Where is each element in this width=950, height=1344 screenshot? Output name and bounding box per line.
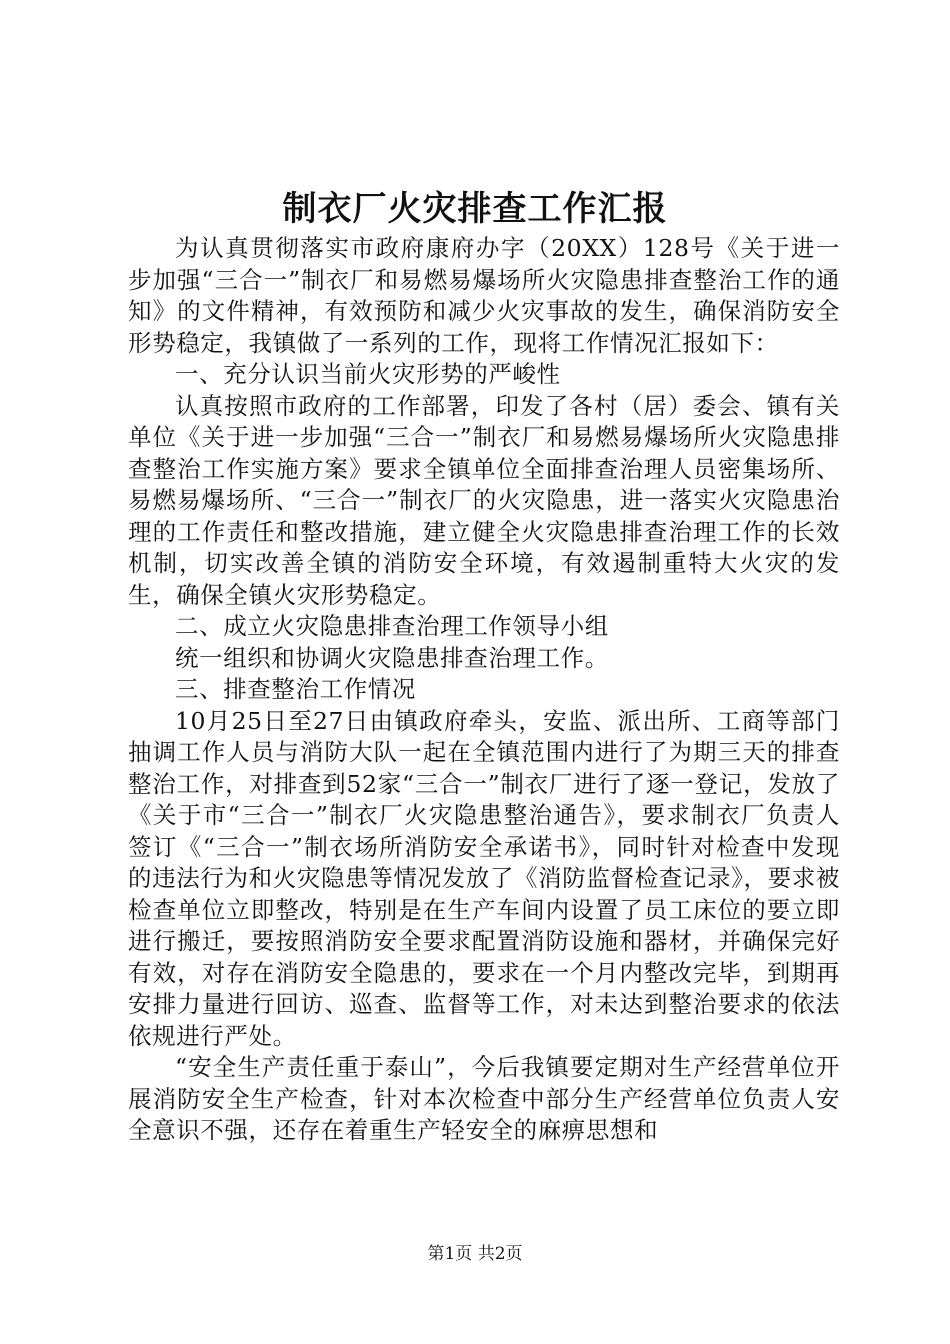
section-3-paragraph: 10月25日至27日由镇政府牵头，安监、派出所、工商等部门抽调工作人员与消防大队一起在全镇范围内进行了为期三天的排查整治工作，对排查到52家“三合一”制衣厂进行了逐一登记，发放了《关于市“三合一”制衣厂火灾隐患整治通告》，要求制衣厂负责人签订《“三合一”制衣场所消防安全承诺书》，同时针对检查中发现的违法行为和火灾隐患等情况发放了《消防监督检查记录》，要求被检查单位立即整改，特别是在生产车间内设置了员工床位的要立即进行搬迁，要按照消防安全要求配置消防设施和器材，并确保完好有效，对存在消防安全隐患的，要求在一个月内整改完毕，到期再安排力量进行回访、巡查、监督等工作，对未达到整治要求的依法依规进行严处。 [128,706,840,1050]
section-heading-2: 二、成立火灾隐患排查治理工作领导小组 [175,612,609,640]
document-title: 制衣厂火灾排查工作汇报 [282,189,668,229]
page-footer: 第1页 共2页 [427,1244,523,1264]
intro-paragraph: 为认真贯彻落实市政府康府办字（20XX）128号《关于进一步加强“三合一”制衣厂和易燃易爆场所火灾隐患排查整治工作的通知》的文件精神，有效预防和减少火灾事故的发生，确保消防安全形势稳定，我镇做了一系列的工作，现将工作情况汇报如下： [128,234,840,357]
closing-paragraph: “安全生产责任重于泰山”，今后我镇要定期对生产经营单位开展消防安全生产检查，针对本次检查中部分生产经营单位负责人安全意识不强，还存在着重生产轻安全的麻痹思想和 [128,1053,840,1144]
section-heading-3: 三、排查整治工作情况 [175,675,416,703]
section-heading-1: 一、充分认识当前火灾形势的严峻性 [175,360,561,388]
section-1-paragraph: 认真按照市政府的工作部署，印发了各村（居）委会、镇有关单位《关于进一步加强“三合一”制衣厂和易燃易爆场所火灾隐患排查整治工作实施方案》要求全镇单位全面排查治理人员密集场所、易燃易爆场所、“三合一”制衣厂的火灾隐患，进一落实火灾隐患治理的工作责任和整改措施，建立健全火灾隐患排查治理工作的长效机制，切实改善全镇的消防安全环境，有效遏制重特大火灾的发生，确保全镇火灾形势稳定。 [128,391,840,609]
section-2-paragraph: 统一组织和协调火灾隐患排查治理工作。 [175,643,609,672]
document-body [128,233,840,1147]
